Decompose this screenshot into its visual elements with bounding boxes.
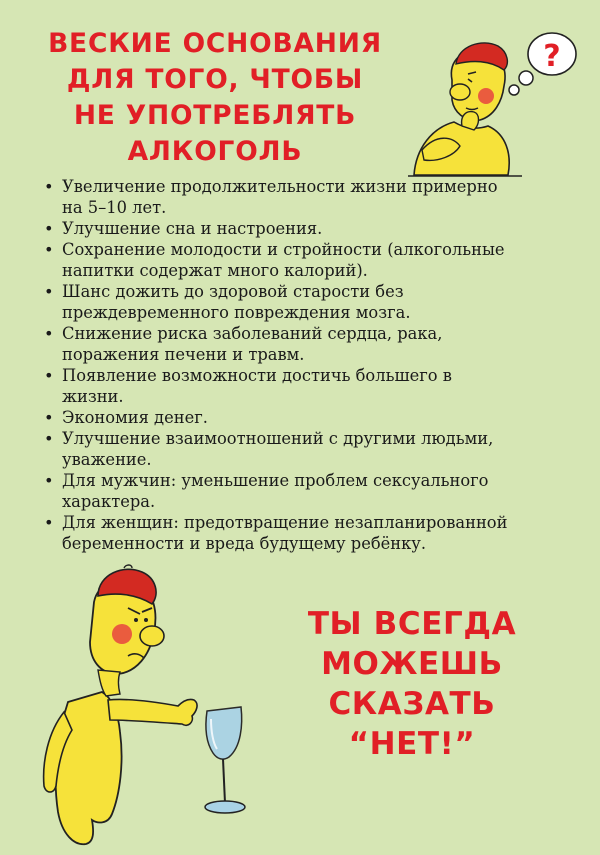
reason-line: Экономия денег. xyxy=(62,408,208,427)
slogan-line: СКАЗАТЬ xyxy=(328,686,496,722)
bullet: • xyxy=(44,408,54,427)
reason-line: жизни. xyxy=(62,387,124,406)
reason-line: уважение. xyxy=(62,450,152,469)
thought-bubble-medium-icon xyxy=(519,71,533,85)
question-mark: ? xyxy=(543,39,561,74)
thinking-character-icon xyxy=(402,30,592,180)
slogan-line: “НЕТ!” xyxy=(348,726,476,762)
list-item xyxy=(42,512,582,554)
reason-line: Снижение риска заболеваний сердца, рака, xyxy=(62,324,443,343)
title-line: ДЛЯ ТОГО, ЧТОБЫ xyxy=(66,64,364,95)
slogan-line: ТЫ ВСЕГДА xyxy=(307,606,517,642)
list-item xyxy=(42,428,582,470)
wine-glass-icon xyxy=(195,705,255,820)
title-line: АЛКОГОЛЬ xyxy=(127,136,303,167)
list-item xyxy=(42,365,582,407)
thought-bubble-small-icon xyxy=(509,85,519,95)
bullet: • xyxy=(44,240,54,259)
bullet: • xyxy=(44,324,54,343)
reason-line: Появление возможности достичь большего в xyxy=(62,366,452,385)
list-item xyxy=(42,281,582,323)
bullet: • xyxy=(44,282,54,301)
reason-line: Улучшение сна и настроения. xyxy=(62,219,323,238)
bullet: • xyxy=(44,366,54,385)
reason-line: преждевременного повреждения мозга. xyxy=(62,303,411,322)
reason-line: напитки содержат много калорий). xyxy=(62,261,368,280)
list-item xyxy=(42,323,582,365)
bullet: • xyxy=(44,219,54,238)
title-line: НЕ УПОТРЕБЛЯТЬ xyxy=(73,100,357,131)
reason-line: Для женщин: предотвращение незапланированной xyxy=(62,513,508,532)
bullet: • xyxy=(44,177,54,196)
reason-line: характера. xyxy=(62,492,156,511)
reason-line: на 5–10 лет. xyxy=(62,198,167,217)
bullet: • xyxy=(44,471,54,490)
slogan xyxy=(262,604,562,764)
reason-line: Улучшение взаимоотношений с другими людьми, xyxy=(62,429,494,448)
list-item xyxy=(42,470,582,512)
bullet: • xyxy=(44,429,54,448)
reasons-list xyxy=(42,176,582,554)
list-item xyxy=(42,218,582,239)
title-line: ВЕСКИЕ ОСНОВАНИЯ xyxy=(48,28,382,59)
reason-line: Шанс дожить до здоровой старости без xyxy=(62,282,404,301)
list-item xyxy=(42,407,582,428)
reason-line: поражения печени и травм. xyxy=(62,345,305,364)
reason-line: Для мужчин: уменьшение проблем сексуального xyxy=(62,471,489,490)
reason-line: Сохранение молодости и стройности (алкогольные xyxy=(62,240,505,259)
list-item xyxy=(42,176,582,218)
poster-title xyxy=(20,26,410,170)
reason-line: беременности и вреда будущему ребёнку. xyxy=(62,534,427,553)
bullet: • xyxy=(44,513,54,532)
list-item xyxy=(42,239,582,281)
slogan-line: МОЖЕШЬ xyxy=(321,646,503,682)
reason-line: Увеличение продолжительности жизни примерно xyxy=(62,177,498,196)
